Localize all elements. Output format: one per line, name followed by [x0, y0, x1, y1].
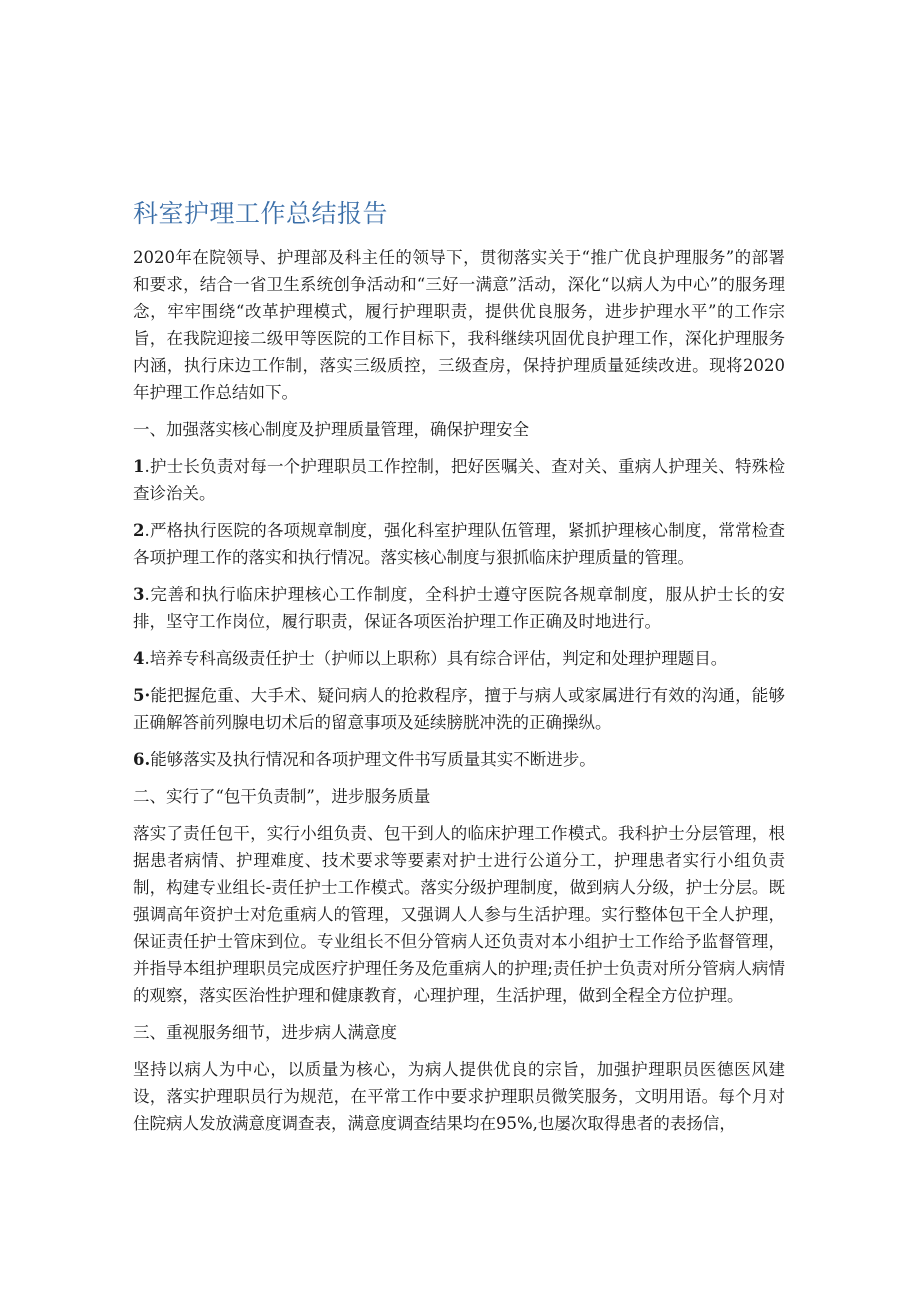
- list-item: [133, 581, 785, 635]
- item-text: 能够落实及执行情况和各项护理文件书写质量其实不断进步。: [150, 750, 596, 769]
- section-heading-1: 一、加强落实核心制度及护理质量管理，确保护理安全: [133, 420, 529, 439]
- section-2-paragraph: 落实了责任包干，实行小组负责、包干到人的临床护理工作模式。我科护士分层管理，根据患者病情、护理难度、技术要求等要素对护士进行公道分工，护理患者实行小组负责制，构建专业组长-责任护士工作模式。落实分级护理制度，做到病人分级，护士分层。既强调高年资护士对危重病人的管理，又强调人人参与生活护理。实行整体包干全人护理，保证责任护士管床到位。专业组长不但分管病人还负责对本小组护士工作给予监督管理，并指导本组护理职员完成医疗护理任务及危重病人的护理;责任护士负责对所分管病人病情的观察，落实医治性护理和健康教育，心理护理，生活护理，做到全程全方位护理。: [133, 824, 785, 1005]
- item-text: 能把握危重、大手术、疑问病人的抢救程序，擅于与病人或家属进行有效的沟通，能够正确解答前列腺电切术后的留意事项及延续膀胱冲洗的正确操纵。: [133, 686, 785, 732]
- section-heading-2: 二、实行了“包干负责制”，进步服务质量: [133, 787, 431, 806]
- item-number: 6.: [133, 750, 151, 769]
- list-item: [133, 746, 785, 773]
- list-item: [133, 453, 785, 507]
- section-heading-3: 三、重视服务细节，进步病人满意度: [133, 1023, 397, 1042]
- document-page: [133, 196, 785, 1147]
- item-text: .培养专科高级责任护士（护师以上职称）具有综合评估，判定和处理护理题目。: [144, 649, 728, 668]
- item-number: 5·: [133, 686, 151, 705]
- item-text: .完善和执行临床护理核心工作制度，全科护士遵守医院各规章制度，服从护士长的安排，坚守工作岗位，履行职责，保证各项医治护理工作正确及时地进行。: [133, 585, 785, 631]
- item-text: .护士长负责对每一个护理职员工作控制，把好医嘱关、查对关、重病人护理关、特殊检查诊治关。: [133, 457, 785, 503]
- list-item: [133, 517, 785, 571]
- list-item: [133, 682, 785, 736]
- item-number: 2: [133, 521, 145, 540]
- section-3-paragraph: 坚持以病人为中心，以质量为核心，为病人提供优良的宗旨，加强护理职员医德医风建设，落实护理职员行为规范，在平常工作中要求护理职员微笑服务，文明用语。每个月对住院病人发放满意度调查表，满意度调查结果均在95%,也屡次取得患者的表扬信，: [133, 1060, 785, 1133]
- item-number: 4: [133, 649, 145, 668]
- item-number: 3: [133, 585, 145, 604]
- list-item: [133, 645, 785, 672]
- intro-paragraph: 2020年在院领导、护理部及科主任的领导下，贯彻落实关于“推广优良护理服务”的部署和要求，结合一省卫生系统创争活动和“三好一满意”活动，深化“以病人为中心”的服务理念，牢牢围绕“改革护理模式，履行护理职责，提供优良服务，进步护理水平”的工作宗旨，在我院迎接二级甲等医院的工作目标下，我科继续巩固优良护理工作，深化护理服务内涵，执行床边工作制，落实三级质控，三级查房，保持护理质量延续改进。现将2020年护理工作总结如下。: [133, 248, 785, 402]
- document-title: 科室护理工作总结报告: [133, 199, 389, 228]
- item-number: 1: [133, 457, 145, 476]
- item-text: .严格执行医院的各项规章制度，强化科室护理队伍管理，紧抓护理核心制度，常常检查各项护理工作的落实和执行情况。落实核心制度与狠抓临床护理质量的管理。: [133, 521, 785, 567]
